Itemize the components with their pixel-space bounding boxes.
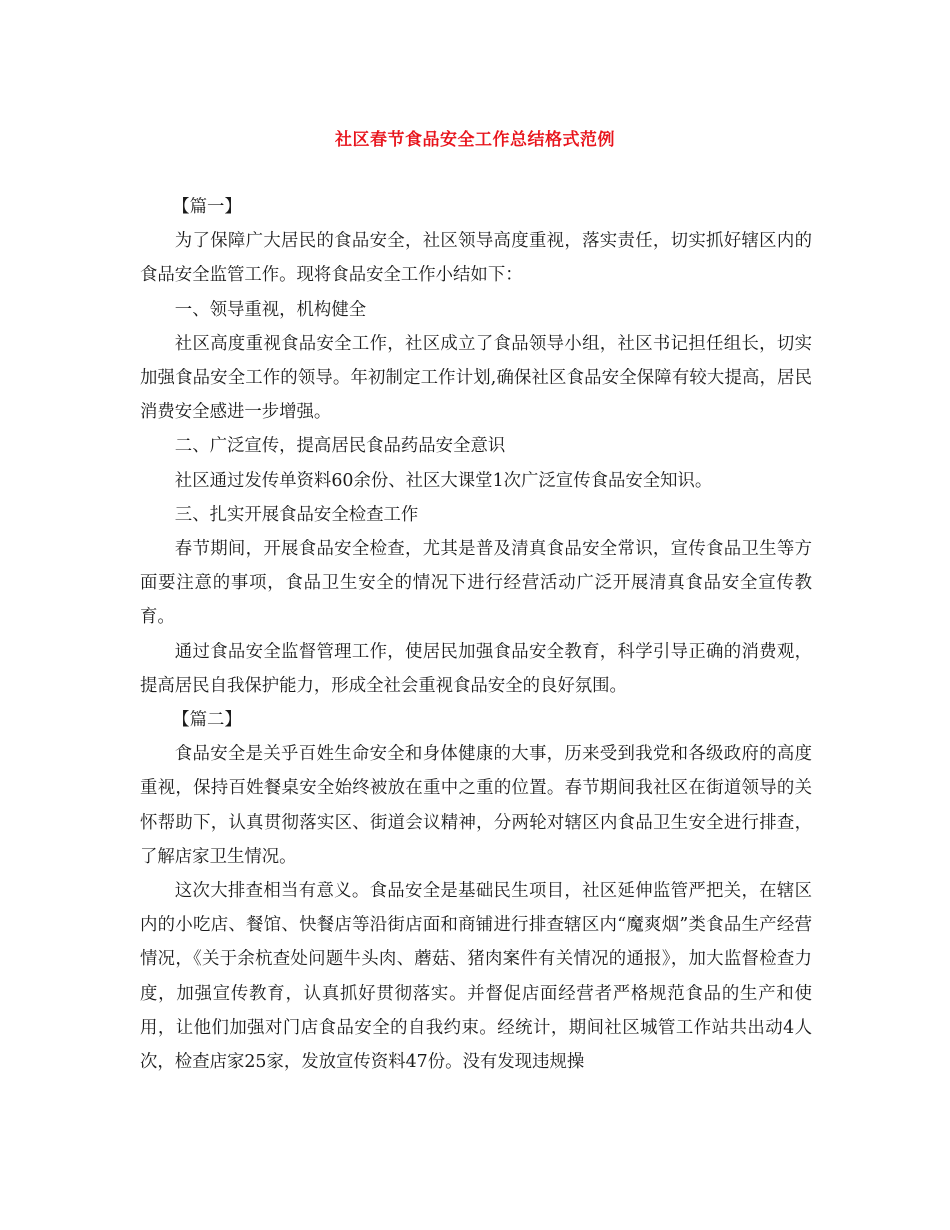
paragraph: 通过食品安全监督管理工作，使居民加强食品安全教育，科学引导正确的消费观，提高居民自我保护能力，形成全社会重视食品安全的良好氛围。 (140, 641, 812, 696)
paragraph: 食品安全是关乎百姓生命安全和身体健康的大事，历来受到我党和各级政府的高度重视，保持百姓餐桌安全始终被放在重中之重的位置。春节期间我社区在街道领导的关怀帮助下，认真贯彻落实区、街道会议精神，分两轮对辖区内食品卫生安全进行排查，了解店家卫生情况。 (140, 744, 812, 867)
document-body (140, 190, 812, 1079)
paragraph: 社区高度重视食品安全工作，社区成立了食品领导小组，社区书记担任组长，切实加强食品安全工作的领导。年初制定工作计划,确保社区食品安全保障有较大提高，居民消费安全感进一步增强。 (140, 333, 812, 423)
paragraph: 为了保障广大居民的食品安全，社区领导高度重视，落实责任，切实抓好辖区内的食品安全监管工作。现将食品安全工作小结如下： (140, 231, 812, 286)
section-marker-2: 【篇二】 (172, 710, 242, 731)
section-heading-2: 二、广泛宣传，提高居民食品药品安全意识 (174, 436, 506, 457)
section-heading-1: 一、领导重视，机构健全 (174, 299, 367, 320)
paragraph: 这次大排查相当有意义。食品安全是基础民生项目，社区延伸监管严把关，在辖区内的小吃店、餐馆、快餐店等沿街店面和商铺进行排查辖区内“魔爽烟”类食品生产经营情况，《关于余杭查处问题牛头肉、蘑菇、猪肉案件有关情况的通报》，加大监督检查力度，加强宣传教育，认真抓好贯彻落实。并督促店面经营者严格规范食品的生产和使用，让他们加强对门店食品安全的自我约束。经统计，期间社区城管工作站共出动4人次，检查店家25家，发放宣传资料47份。没有发现违规操 (140, 881, 812, 1073)
section-marker-1: 【篇一】 (172, 197, 242, 217)
section-heading-3: 三、扎实开展食品安全检查工作 (174, 504, 419, 525)
paragraph: 社区通过发传单资料60余份、社区大课堂1次广泛宣传食品安全知识。 (174, 470, 713, 491)
document-title: 社区春节食品安全工作总结格式范例 (335, 130, 615, 150)
paragraph: 春节期间，开展食品安全检查，尤其是普及清真食品安全常识，宣传食品卫生等方面要注意的事项，食品卫生安全的情况下进行经营活动广泛开展清真食品安全宣传教育。 (140, 539, 812, 628)
